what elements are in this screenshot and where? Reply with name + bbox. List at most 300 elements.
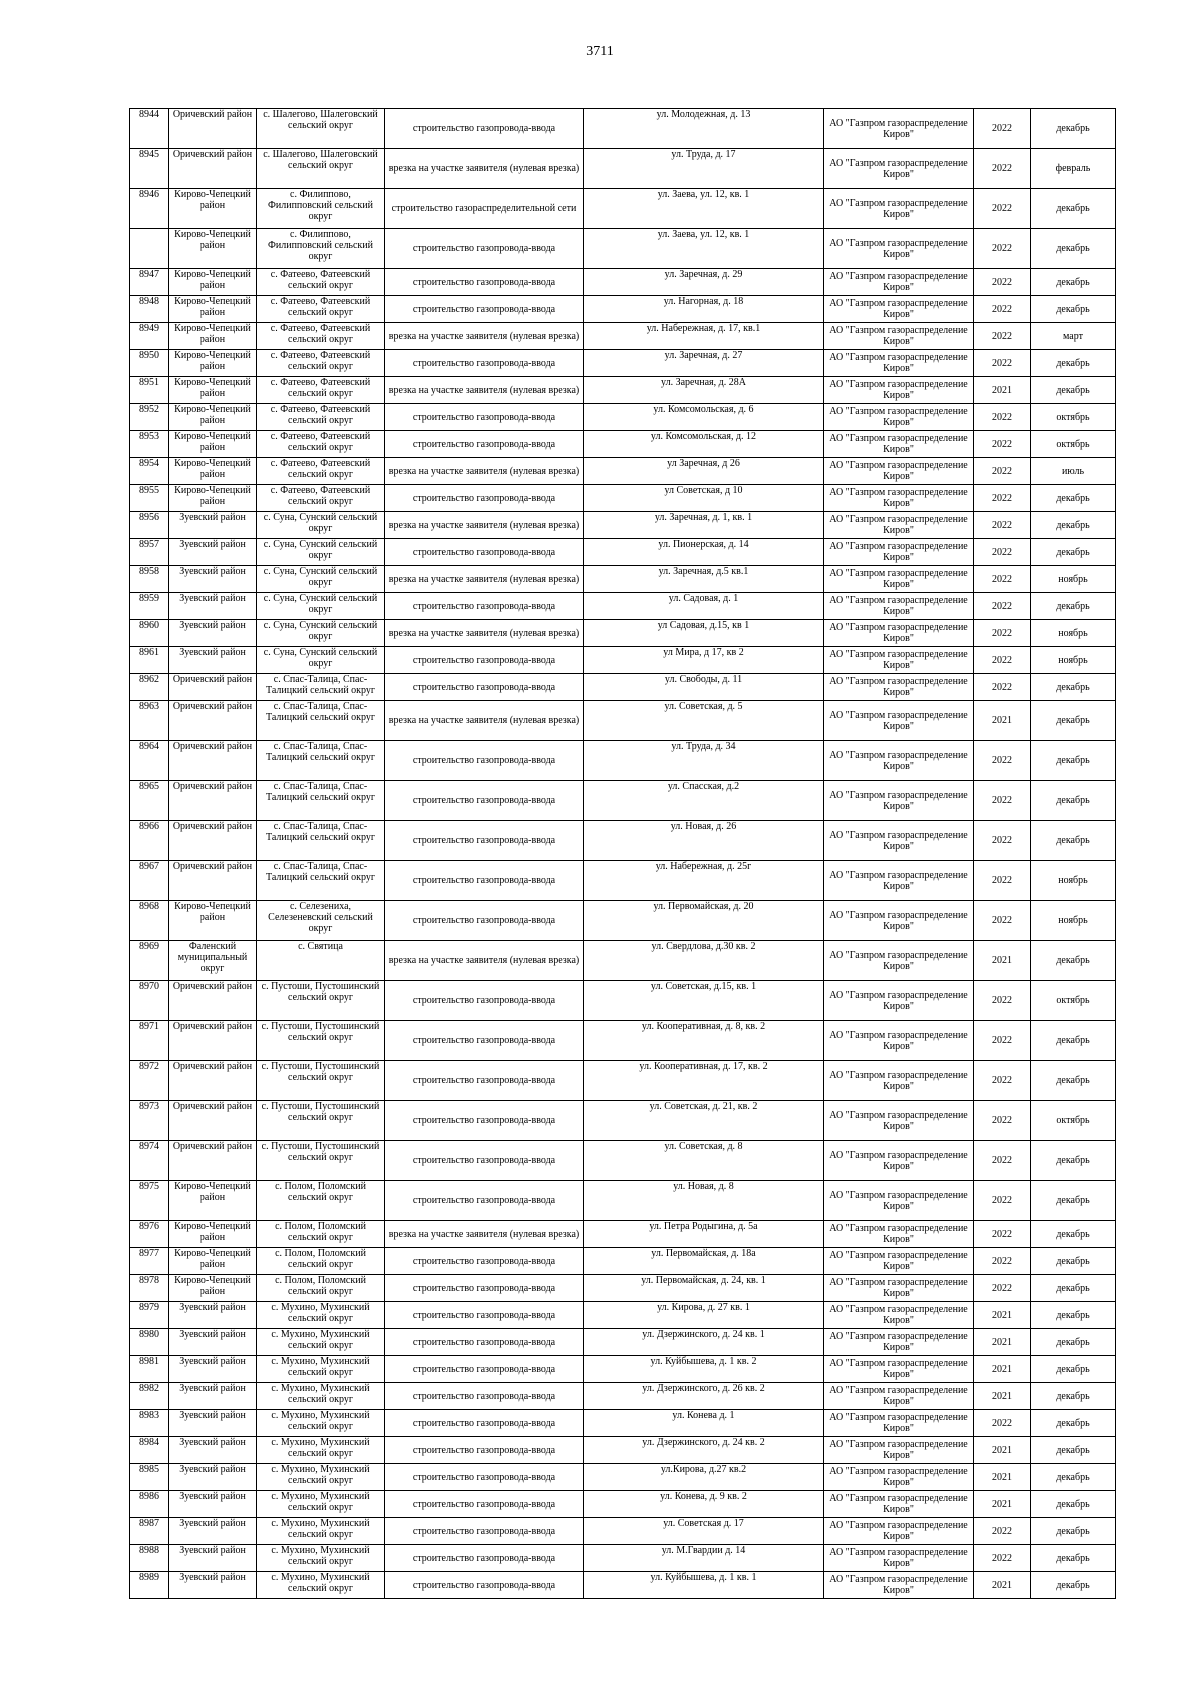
cell-district: Кирово-Чепецкий район [169,269,257,296]
cell-district: Оричевский район [169,981,257,1021]
cell-work: строительство газопровода-ввода [385,1383,584,1410]
cell-year: 2021 [974,1464,1031,1491]
cell-address: ул. Зaeва, ул. 12, кв. 1 [584,189,824,229]
cell-num: 8968 [130,901,169,941]
cell-year: 2022 [974,1248,1031,1275]
cell-year: 2022 [974,566,1031,593]
cell-work: строительство газопровода-ввода [385,109,584,149]
table-row [130,1248,1116,1275]
cell-num: 8977 [130,1248,169,1275]
cell-work: врезка на участке заявителя (нулевая врезка) [385,458,584,485]
cell-year: 2022 [974,861,1031,901]
cell-year: 2022 [974,485,1031,512]
table-row [130,1101,1116,1141]
cell-org: АО "Газпром газораспределение Киров" [824,981,974,1021]
cell-address: ул. Свердлова, д.30 кв. 2 [584,941,824,981]
cell-month: декабрь [1031,485,1116,512]
cell-place: с. Спас-Талица, Спас-Талицкий сельский округ [257,674,385,701]
table-row [130,1572,1116,1599]
cell-place: с. Фатеево, Фатеевский сельский округ [257,458,385,485]
cell-address: ул. М.Гвардии д. 14 [584,1545,824,1572]
cell-year: 2022 [974,350,1031,377]
cell-org: АО "Газпром газораспределение Киров" [824,741,974,781]
cell-work: врезка на участке заявителя (нулевая врезка) [385,941,584,981]
cell-year: 2022 [974,189,1031,229]
cell-district: Зуевский район [169,1572,257,1599]
cell-place: с. Суна, Сунский сельский округ [257,647,385,674]
cell-work: строительство газопровода-ввода [385,593,584,620]
cell-place: с. Полом, Поломский сельский округ [257,1221,385,1248]
cell-place: с. Суна, Сунский сельский округ [257,620,385,647]
cell-num: 8944 [130,109,169,149]
cell-place: с. Филиппово, Филипповский сельский округ [257,229,385,269]
cell-address: ул. Дзержинского, д. 26 кв. 2 [584,1383,824,1410]
cell-district: Кирово-Чепецкий район [169,1181,257,1221]
cell-work: строительство газопровода-ввода [385,1329,584,1356]
cell-month: декабрь [1031,1383,1116,1410]
cell-work: строительство газопровода-ввода [385,1437,584,1464]
cell-num: 8945 [130,149,169,189]
cell-address: ул. Свободы, д. 11 [584,674,824,701]
cell-work: строительство газопровода-ввода [385,861,584,901]
cell-org: АО "Газпром газораспределение Киров" [824,323,974,350]
cell-org: АО "Газпром газораспределение Киров" [824,1275,974,1302]
cell-year: 2022 [974,1518,1031,1545]
cell-org: АО "Газпром газораспределение Киров" [824,1302,974,1329]
cell-org: АО "Газпром газораспределение Киров" [824,593,974,620]
cell-district: Оричевский район [169,861,257,901]
cell-district: Зуевский район [169,1464,257,1491]
cell-district: Кирово-Чепецкий район [169,296,257,323]
cell-num: 8961 [130,647,169,674]
cell-place: с. Пустоши, Пустошинский сельский округ [257,1141,385,1181]
cell-year: 2021 [974,377,1031,404]
cell-district: Кирово-Чепецкий район [169,458,257,485]
cell-num: 8969 [130,941,169,981]
cell-org: АО "Газпром газораспределение Киров" [824,1181,974,1221]
table-body [130,109,1116,1599]
cell-year: 2022 [974,512,1031,539]
cell-month: декабрь [1031,1275,1116,1302]
cell-place: с. Фатеево, Фатеевский сельский округ [257,404,385,431]
table-row [130,109,1116,149]
cell-num: 8979 [130,1302,169,1329]
cell-work: строительство газопровода-ввода [385,901,584,941]
cell-address: ул. Труда, д. 17 [584,149,824,189]
cell-year: 2021 [974,1383,1031,1410]
cell-place: с. Пустоши, Пустошинский сельский округ [257,1101,385,1141]
cell-org: АО "Газпром газораспределение Киров" [824,149,974,189]
cell-work: строительство газопровода-ввода [385,1572,584,1599]
cell-year: 2022 [974,323,1031,350]
cell-address: ул Садовая, д.15, кв 1 [584,620,824,647]
cell-num: 8989 [130,1572,169,1599]
table-row [130,620,1116,647]
cell-address: ул. Советская, д. 21, кв. 2 [584,1101,824,1141]
table-row [130,431,1116,458]
cell-place: с. Полом, Поломский сельский округ [257,1248,385,1275]
cell-address: ул. Первомайская, д. 20 [584,901,824,941]
table-row [130,647,1116,674]
cell-place: с. Суна, Сунский сельский округ [257,512,385,539]
cell-work: строительство газопровода-ввода [385,741,584,781]
cell-district: Оричевский район [169,741,257,781]
table-row [130,1518,1116,1545]
cell-place: с. Полом, Поломский сельский округ [257,1275,385,1302]
cell-org: АО "Газпром газораспределение Киров" [824,269,974,296]
cell-year: 2022 [974,1410,1031,1437]
cell-district: Кирово-Чепецкий район [169,377,257,404]
cell-place: с. Шалегово, Шалеговский сельский округ [257,109,385,149]
cell-address: ул. Садовая, д. 1 [584,593,824,620]
cell-num: 8965 [130,781,169,821]
cell-month: декабрь [1031,1248,1116,1275]
cell-place: с. Фатеево, Фатеевский сельский округ [257,269,385,296]
cell-org: АО "Газпром газораспределение Киров" [824,296,974,323]
cell-year: 2022 [974,539,1031,566]
cell-num: 8971 [130,1021,169,1061]
cell-num: 8966 [130,821,169,861]
cell-org: АО "Газпром газораспределение Киров" [824,1491,974,1518]
cell-month: март [1031,323,1116,350]
cell-year: 2021 [974,1572,1031,1599]
cell-district: Зуевский район [169,1518,257,1545]
table-row [130,781,1116,821]
cell-org: АО "Газпром газораспределение Киров" [824,1329,974,1356]
cell-year: 2022 [974,674,1031,701]
cell-year: 2021 [974,1329,1031,1356]
cell-address: ул. Дзержинского, д. 24 кв. 2 [584,1437,824,1464]
cell-org: АО "Газпром газораспределение Киров" [824,861,974,901]
table-row [130,512,1116,539]
cell-month: ноябрь [1031,861,1116,901]
cell-address: ул. Новая, д. 26 [584,821,824,861]
cell-address: ул. Труда, д. 34 [584,741,824,781]
cell-year: 2022 [974,981,1031,1021]
cell-place: с. Мухино, Мухинский сельский округ [257,1545,385,1572]
cell-district: Зуевский район [169,1356,257,1383]
table-row [130,458,1116,485]
cell-address: ул. Набережная, д. 17, кв.1 [584,323,824,350]
cell-district: Оричевский район [169,781,257,821]
cell-work: строительство газопровода-ввода [385,1061,584,1101]
cell-year: 2021 [974,701,1031,741]
cell-month: декабрь [1031,593,1116,620]
cell-month: декабрь [1031,109,1116,149]
cell-address: ул. Дзержинского, д. 24 кв. 1 [584,1329,824,1356]
table-row [130,701,1116,741]
cell-org: АО "Газпром газораспределение Киров" [824,1464,974,1491]
table-row [130,404,1116,431]
cell-num: 8947 [130,269,169,296]
cell-place: с. Пустоши, Пустошинский сельский округ [257,1061,385,1101]
table-row [130,1383,1116,1410]
cell-month: декабрь [1031,1464,1116,1491]
cell-org: АО "Газпром газораспределение Киров" [824,1572,974,1599]
cell-place: с. Мухино, Мухинский сельский округ [257,1572,385,1599]
cell-address: ул. Кооперативная, д. 8, кв. 2 [584,1021,824,1061]
cell-address: ул. Заречная, д. 1, кв. 1 [584,512,824,539]
cell-address: ул. Конева, д. 9 кв. 2 [584,1491,824,1518]
cell-place: с. Мухино, Мухинский сельский округ [257,1410,385,1437]
cell-num: 8986 [130,1491,169,1518]
cell-district: Кирово-Чепецкий район [169,323,257,350]
cell-year: 2022 [974,296,1031,323]
cell-num: 8964 [130,741,169,781]
table-row [130,941,1116,981]
cell-district: Оричевский район [169,1141,257,1181]
cell-work: врезка на участке заявителя (нулевая врезка) [385,566,584,593]
cell-org: АО "Газпром газораспределение Киров" [824,674,974,701]
cell-work: строительство газораспределительной сети [385,189,584,229]
table-row [130,350,1116,377]
cell-month: декабрь [1031,1356,1116,1383]
cell-address: ул. Заречная, д.5 кв.1 [584,566,824,593]
table-row [130,1181,1116,1221]
cell-work: строительство газопровода-ввода [385,431,584,458]
cell-place: с. Мухино, Мухинский сельский округ [257,1491,385,1518]
cell-month: декабрь [1031,377,1116,404]
cell-org: АО "Газпром газораспределение Киров" [824,781,974,821]
table-row [130,981,1116,1021]
table-row [130,1221,1116,1248]
cell-org: АО "Газпром газораспределение Киров" [824,647,974,674]
cell-district: Зуевский район [169,1545,257,1572]
cell-place: с. Шалегово, Шалеговский сельский округ [257,149,385,189]
cell-num: 8973 [130,1101,169,1141]
cell-year: 2022 [974,741,1031,781]
cell-address: ул Заречная, д 26 [584,458,824,485]
cell-work: строительство газопровода-ввода [385,1491,584,1518]
cell-district: Оричевский район [169,1061,257,1101]
cell-num: 8987 [130,1518,169,1545]
cell-district: Зуевский район [169,1383,257,1410]
cell-org: АО "Газпром газораспределение Киров" [824,512,974,539]
cell-num: 8970 [130,981,169,1021]
cell-year: 2022 [974,404,1031,431]
cell-num: 8963 [130,701,169,741]
cell-year: 2022 [974,781,1031,821]
table-row [130,485,1116,512]
table-row [130,1302,1116,1329]
cell-place: с. Пустоши, Пустошинский сельский округ [257,1021,385,1061]
table-row [130,296,1116,323]
cell-org: АО "Газпром газораспределение Киров" [824,901,974,941]
cell-month: декабрь [1031,539,1116,566]
cell-month: декабрь [1031,674,1116,701]
cell-work: строительство газопровода-ввода [385,1275,584,1302]
cell-year: 2022 [974,269,1031,296]
cell-place: с. Фатеево, Фатеевский сельский округ [257,323,385,350]
cell-num: 8975 [130,1181,169,1221]
cell-year: 2022 [974,109,1031,149]
cell-year: 2022 [974,647,1031,674]
cell-district: Зуевский район [169,539,257,566]
table-row [130,593,1116,620]
cell-work: строительство газопровода-ввода [385,821,584,861]
cell-work: строительство газопровода-ввода [385,269,584,296]
cell-address: ул. Заречная, д. 27 [584,350,824,377]
cell-org: АО "Газпром газораспределение Киров" [824,941,974,981]
cell-month: декабрь [1031,1329,1116,1356]
cell-month: декабрь [1031,189,1116,229]
table-row [130,229,1116,269]
cell-org: АО "Газпром газораспределение Киров" [824,109,974,149]
cell-org: АО "Газпром газораспределение Киров" [824,431,974,458]
cell-num: 8984 [130,1437,169,1464]
cell-place: с. Мухино, Мухинский сельский округ [257,1329,385,1356]
cell-month: февраль [1031,149,1116,189]
table-row [130,1464,1116,1491]
cell-month: октябрь [1031,981,1116,1021]
cell-work: строительство газопровода-ввода [385,1248,584,1275]
cell-year: 2022 [974,901,1031,941]
cell-month: декабрь [1031,1572,1116,1599]
cell-org: АО "Газпром газораспределение Киров" [824,1021,974,1061]
cell-year: 2022 [974,149,1031,189]
cell-work: строительство газопровода-ввода [385,1302,584,1329]
cell-month: ноябрь [1031,566,1116,593]
table-row [130,1141,1116,1181]
cell-num: 8948 [130,296,169,323]
cell-num: 8949 [130,323,169,350]
cell-month: декабрь [1031,1518,1116,1545]
cell-month: декабрь [1031,1545,1116,1572]
table-row [130,539,1116,566]
cell-address: ул Советская, д 10 [584,485,824,512]
cell-org: АО "Газпром газораспределение Киров" [824,404,974,431]
table-row [130,1545,1116,1572]
cell-year: 2022 [974,821,1031,861]
cell-district: Оричевский район [169,1101,257,1141]
cell-org: АО "Газпром газораспределение Киров" [824,189,974,229]
cell-month: ноябрь [1031,647,1116,674]
table-row [130,323,1116,350]
cell-org: АО "Газпром газораспределение Киров" [824,1141,974,1181]
cell-work: врезка на участке заявителя (нулевая врезка) [385,149,584,189]
cell-num: 8982 [130,1383,169,1410]
cell-year: 2022 [974,1061,1031,1101]
cell-place: с. Фатеево, Фатеевский сельский округ [257,431,385,458]
cell-address: ул. Комсомольская, д. 6 [584,404,824,431]
cell-place: с. Спас-Талица, Спас-Талицкий сельский округ [257,741,385,781]
cell-month: декабрь [1031,1141,1116,1181]
cell-year: 2021 [974,941,1031,981]
cell-month: июль [1031,458,1116,485]
cell-address: ул Мира, д 17, кв 2 [584,647,824,674]
cell-address: ул. Заречная, д. 29 [584,269,824,296]
cell-work: строительство газопровода-ввода [385,229,584,269]
cell-place: с. Пустоши, Пустошинский сельский округ [257,981,385,1021]
cell-num: 8958 [130,566,169,593]
cell-month: ноябрь [1031,620,1116,647]
cell-num: 8951 [130,377,169,404]
cell-org: АО "Газпром газораспределение Киров" [824,821,974,861]
table-row [130,1275,1116,1302]
cell-month: декабрь [1031,1181,1116,1221]
cell-address: ул. Нагорная, д. 18 [584,296,824,323]
cell-month: декабрь [1031,1491,1116,1518]
table-row [130,1021,1116,1061]
cell-address: ул. Пионерская, д. 14 [584,539,824,566]
cell-address: ул. Советская, д.15, кв. 1 [584,981,824,1021]
cell-place: с. Святица [257,941,385,981]
cell-address: ул. Петра Родыгина, д. 5а [584,1221,824,1248]
cell-place: с. Мухино, Мухинский сельский округ [257,1302,385,1329]
cell-place: с. Мухино, Мухинский сельский округ [257,1383,385,1410]
cell-address: ул. Молодежная, д. 13 [584,109,824,149]
table-row [130,674,1116,701]
cell-district: Фаленский муниципальный округ [169,941,257,981]
cell-work: строительство газопровода-ввода [385,647,584,674]
cell-work: строительство газопровода-ввода [385,781,584,821]
cell-work: врезка на участке заявителя (нулевая врезка) [385,1221,584,1248]
cell-work: строительство газопровода-ввода [385,1545,584,1572]
cell-num: 8974 [130,1141,169,1181]
cell-place: с. Мухино, Мухинский сельский округ [257,1518,385,1545]
cell-year: 2022 [974,458,1031,485]
cell-district: Зуевский район [169,512,257,539]
cell-work: строительство газопровода-ввода [385,1464,584,1491]
table-row [130,1329,1116,1356]
cell-address: ул. Комсомольская, д. 12 [584,431,824,458]
table-row [130,901,1116,941]
cell-org: АО "Газпром газораспределение Киров" [824,377,974,404]
cell-address: ул.Кирова, д.27 кв.2 [584,1464,824,1491]
cell-num: 8972 [130,1061,169,1101]
cell-num: 8983 [130,1410,169,1437]
cell-num [130,229,169,269]
cell-org: АО "Газпром газораспределение Киров" [824,485,974,512]
cell-year: 2022 [974,431,1031,458]
table-row [130,1061,1116,1101]
table-row [130,377,1116,404]
cell-place: с. Спас-Талица, Спас-Талицкий сельский округ [257,861,385,901]
cell-org: АО "Газпром газораспределение Киров" [824,620,974,647]
cell-num: 8960 [130,620,169,647]
cell-org: АО "Газпром газораспределение Киров" [824,539,974,566]
cell-org: АО "Газпром газораспределение Киров" [824,1383,974,1410]
cell-org: АО "Газпром газораспределение Киров" [824,350,974,377]
table-row [130,821,1116,861]
cell-work: строительство газопровода-ввода [385,1141,584,1181]
cell-district: Кирово-Чепецкий район [169,1248,257,1275]
cell-month: октябрь [1031,431,1116,458]
cell-address: ул. Куйбышева, д. 1 кв. 2 [584,1356,824,1383]
cell-month: декабрь [1031,941,1116,981]
cell-work: строительство газопровода-ввода [385,1518,584,1545]
cell-num: 8976 [130,1221,169,1248]
cell-num: 8955 [130,485,169,512]
cell-month: декабрь [1031,821,1116,861]
cell-org: АО "Газпром газораспределение Киров" [824,1356,974,1383]
table-row [130,1437,1116,1464]
cell-work: строительство газопровода-ввода [385,1021,584,1061]
cell-num: 8952 [130,404,169,431]
cell-org: АО "Газпром газораспределение Киров" [824,566,974,593]
cell-month: декабрь [1031,229,1116,269]
cell-year: 2022 [974,1545,1031,1572]
cell-address: ул. Набережная, д. 25г [584,861,824,901]
cell-district: Зуевский район [169,1491,257,1518]
cell-district: Зуевский район [169,1302,257,1329]
cell-address: ул. Советская, д. 8 [584,1141,824,1181]
cell-district: Зуевский район [169,647,257,674]
cell-district: Оричевский район [169,821,257,861]
cell-month: декабрь [1031,741,1116,781]
cell-month: декабрь [1031,781,1116,821]
cell-month: октябрь [1031,1101,1116,1141]
